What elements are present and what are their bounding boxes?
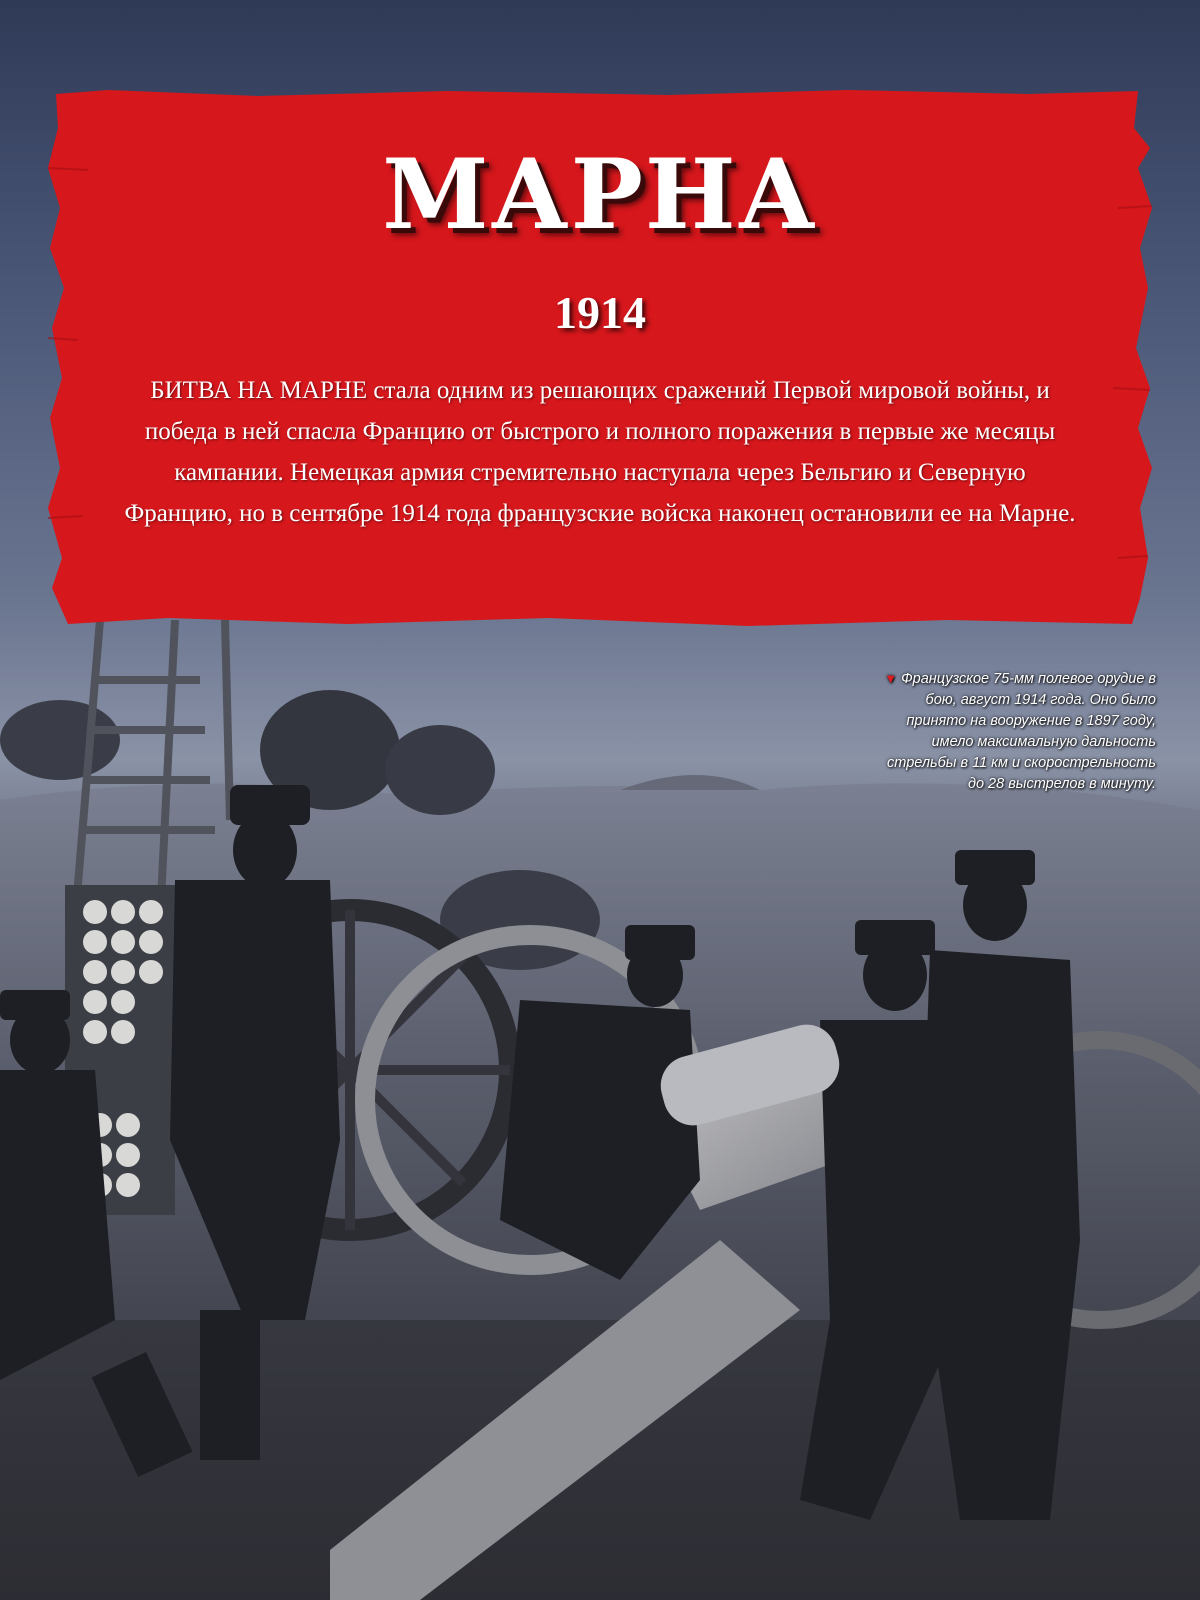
- page-title: МАРНА: [382, 138, 818, 251]
- year-label: 1914: [554, 287, 646, 338]
- photo-caption: [880, 668, 1156, 795]
- photo-caption-text: Французское 75-мм полевое орудие в бою, август 1914 года. Оно было принято на вооружение в 1897 году, имело максимальную дальность стрельбы в 11 км и скорострельность до 28 выстрелов в минуту.: [887, 671, 1156, 792]
- lead-paragraph: БИТВА НА МАРНЕ стала одним из решающих сражений Первой мировой войны, и победа в ней спасла Францию от быстрого и полного поражения в первые же месяцы кампании. Немецкая армия стремительно наступала через Бельгию и Северную Францию, но в сентябре 1914 года французские войска наконец остановили ее на Марне.: [124, 377, 1076, 527]
- triangle-down-icon: ▼: [884, 671, 898, 686]
